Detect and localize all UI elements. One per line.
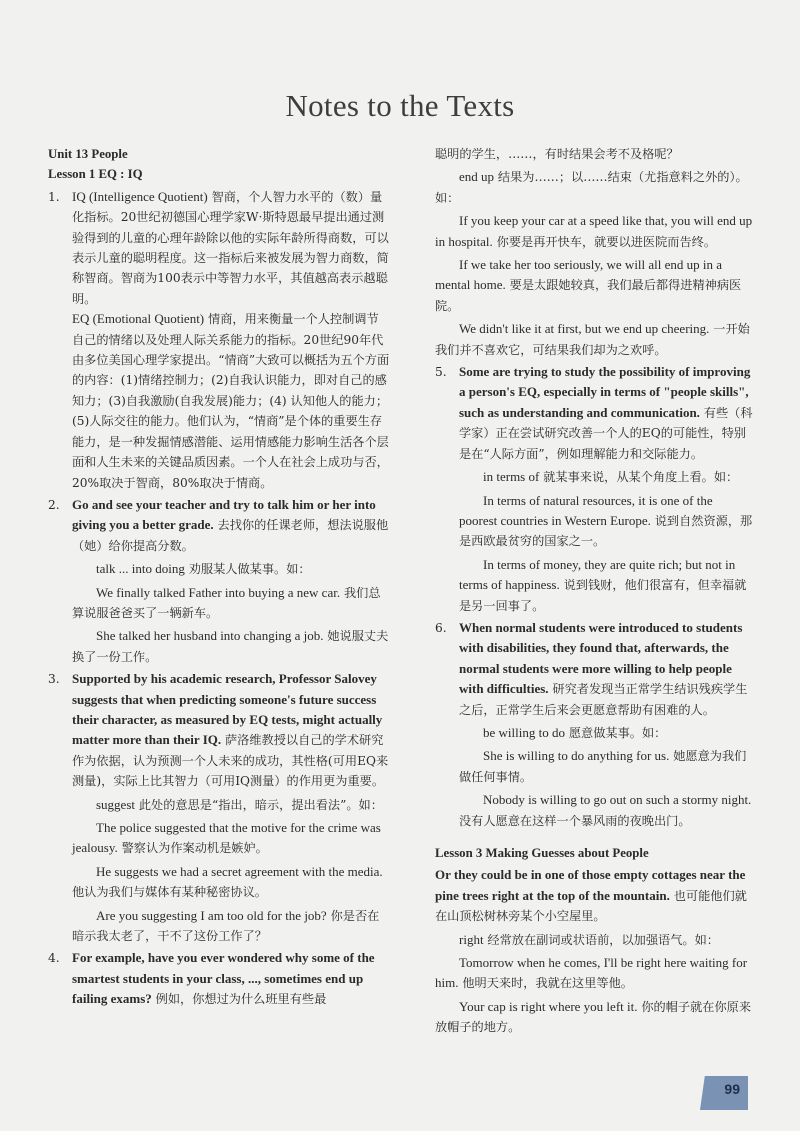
translation: 去找你的任课老师，想法说服他（她）给你提高分数。 — [72, 518, 389, 553]
example-translation: 她愿意为我们做任何事情。 — [459, 749, 747, 784]
example-sentence: In terms of natural resources, it is one of the poorest countries in Western Europe. — [459, 492, 713, 528]
note-item-4 — [48, 948, 390, 1009]
note-number: 2. — [48, 497, 60, 512]
example-translation: 说到钱财，他们很富有，但幸福就是另一回事了。 — [459, 578, 747, 613]
quoted-sentence: Supported by his academic research, Professor Salovey suggests that when predicting someone's future success their character, as measured by EQ tests, might actually matter more than their IQ. — [72, 671, 383, 748]
example-translation: 你的帽子就在你原来放帽子的地方。 — [435, 999, 752, 1035]
phrase: in terms of — [483, 469, 540, 485]
phrase-gloss: 愿意做某事。如： — [564, 725, 667, 740]
note-number: 5. — [435, 365, 447, 380]
phrase: end up — [459, 169, 495, 185]
lesson3-note — [435, 865, 753, 1037]
lesson-heading: Lesson 1 EQ : IQ — [48, 167, 143, 182]
note-item-5 — [435, 362, 753, 616]
phrase-gloss: 就某事来说，从某个角度上看。如： — [539, 470, 739, 485]
note-item-6 — [435, 618, 753, 831]
note-item-3 — [48, 669, 390, 946]
term-eq: EQ (Emotional Quotient) — [72, 311, 205, 327]
example-translation: 警察认为作案动机是嫉妒。 — [117, 841, 268, 856]
word-gloss: 此处的意思是“指出，暗示，提出看法”。如： — [135, 797, 383, 812]
lesson-heading: Lesson 3 Making Guesses about People — [435, 846, 649, 860]
example-sentence: Are you suggesting I am too old for the job? — [96, 907, 327, 923]
quoted-sentence: Go and see your teacher and try to talk him or her into giving you a better grade. — [72, 496, 376, 533]
phrase-gloss: 劝服某人做某事。如： — [184, 562, 311, 577]
example-translation: 没有人愿意在这样一个暴风雨的夜晚出门。 — [459, 813, 691, 828]
example-sentence: In terms of money, they are quite rich; but not in terms of happiness. — [459, 556, 736, 593]
phrase-gloss: 结果为……；以……结束（尤指意料之外的）。如： — [435, 170, 748, 205]
note-item-2 — [48, 495, 390, 667]
note-item-1 — [48, 187, 390, 493]
example-translation: 你要是再开快车，就要以进医院而告终。 — [492, 234, 717, 249]
eq-explanation: 情商，用来衡量一个人控制调节自己的情绪以及处理人际关系能力的指标。20世纪90年代由多位美国心理学家提出。“情商”大致可以概括为五个方面的内容：(1)情绪控制力；(2)自我认识能力，即对自己的感知力；(3)自我激励(自我发展)能力；(4) 认知他人的能力；(5)人际交往的能力。他们认为，“情商”是个体的重要生存能力，是一种发掘情感潜能、运用情感能力影响生活各个层面和人生未来的关键品质因素。一个人在社会上成功与否，20%取决于智商，80%取决于情商。 — [72, 312, 390, 490]
example-sentence: She is willing to do anything for us. — [483, 748, 670, 764]
example-translation: 要是太跟她较真，我们最后都得进精神病医院。 — [435, 278, 742, 313]
translation: 也可能他们就在山顶松树林旁某个小空屋里。 — [435, 888, 747, 924]
translation-continued: 聪明的学生，……，有时结果会考不及格呢？ — [435, 147, 679, 161]
page-title: Notes to the Texts — [285, 88, 515, 123]
example-translation: 一开始我们并不喜欢它，可结果我们却为之欢呼。 — [435, 322, 750, 357]
page-number: 99 — [724, 1081, 740, 1097]
example-translation: 她说服丈夫换了一份工作。 — [72, 629, 389, 664]
quoted-sentence: Or they could be in one of those empty cottages near the pine trees right at the top of the mountain. — [435, 867, 746, 903]
translation: 有些（科学家）正在尝试研究改善一个人的EQ的可能性，特别是在“人际方面”，例如理解能力和交际能力。 — [459, 405, 753, 461]
word: suggest — [96, 796, 135, 812]
quoted-sentence: Some are trying to study the possibility of improving a person's EQ, especially in terms of "people skills", such as understanding and communication. — [459, 364, 751, 420]
left-column — [48, 144, 390, 1010]
example-translation: 他明天来时，我就在这里等他。 — [458, 976, 633, 991]
example-sentence: She talked her husband into changing a job. — [96, 628, 324, 644]
example-sentence: If we take her too seriously, we will all end up in a mental home. — [435, 257, 723, 293]
word-gloss: 经常放在副词或状语前，以加强语气。如： — [483, 932, 719, 947]
right-column — [435, 144, 753, 1038]
unit-heading: Unit 13 People — [48, 147, 128, 161]
translation: 萨洛维教授以自己的学术研究作为依据，认为预测一个人未来的成功，其性格(可用EQ来测量)，实际上比其智力（可用IQ测量）的作用更为重要。 — [72, 733, 389, 789]
note-number: 1. — [48, 189, 60, 204]
quoted-sentence: When normal students were introduced to students with disabilities, they found that, afterwards, the normal students were more willing to help people with difficulties. — [459, 619, 743, 697]
example-sentence: If you keep your car at a speed like that, you will end up in hospital. — [435, 213, 753, 249]
example-sentence: The police suggested that the motive for the crime was jealousy. — [72, 820, 381, 856]
term-iq: IQ (Intelligence Quotient) — [72, 188, 208, 204]
translation: 研究者发现当正常学生结识残疾学生之后，正常学生后来会更愿意帮助有困难的人。 — [459, 682, 748, 717]
example-sentence: He suggests we had a secret agreement with the media. — [96, 863, 383, 879]
quoted-sentence: For example, have you ever wondered why some of the smartest students in your class, ..., sometimes end up failing exams? — [72, 950, 375, 1007]
example-translation: 你是否在暗示我太老了，干不了这份工作了？ — [72, 908, 380, 944]
example-sentence: Tomorrow when he comes, I'll be right here waiting for him. — [435, 955, 748, 991]
phrase: be willing to do — [483, 724, 565, 740]
phrase: talk ... into doing — [96, 561, 185, 577]
example-sentence: We didn't like it at first, but we end up cheering. — [459, 321, 710, 337]
example-translation: 说到自然资源，那是西欧最贫穷的国家之一。 — [459, 513, 753, 549]
example-sentence: We finally talked Father into buying a new car. — [96, 584, 341, 600]
word: right — [459, 931, 484, 947]
example-translation: 我们总算说服爸爸买了一辆新车。 — [72, 585, 381, 620]
note-number: 6. — [435, 620, 447, 635]
example-translation: 他认为我们与媒体有某种秘密协议。 — [72, 885, 267, 900]
example-sentence: Your cap is right where you left it. — [459, 998, 638, 1014]
translation: 例如，你想过为什么班里有些最 — [151, 992, 327, 1007]
note-number: 4. — [48, 951, 60, 966]
example-sentence: Nobody is willing to go out on such a stormy night. — [483, 792, 752, 808]
note-number: 3. — [48, 672, 60, 687]
iq-explanation: 智商，个人智力水平的（数）量化指标。20世纪初德国心理学家W·斯特恩最早提出通过测验得到的儿童的心理年龄除以他的实际年龄所得商数，可以表示儿童的聪明程度。这一指标后来被发展为智力商数，简称智商。智商为100表示中等智力水平，其值越高表示越聪明。 — [72, 189, 389, 306]
